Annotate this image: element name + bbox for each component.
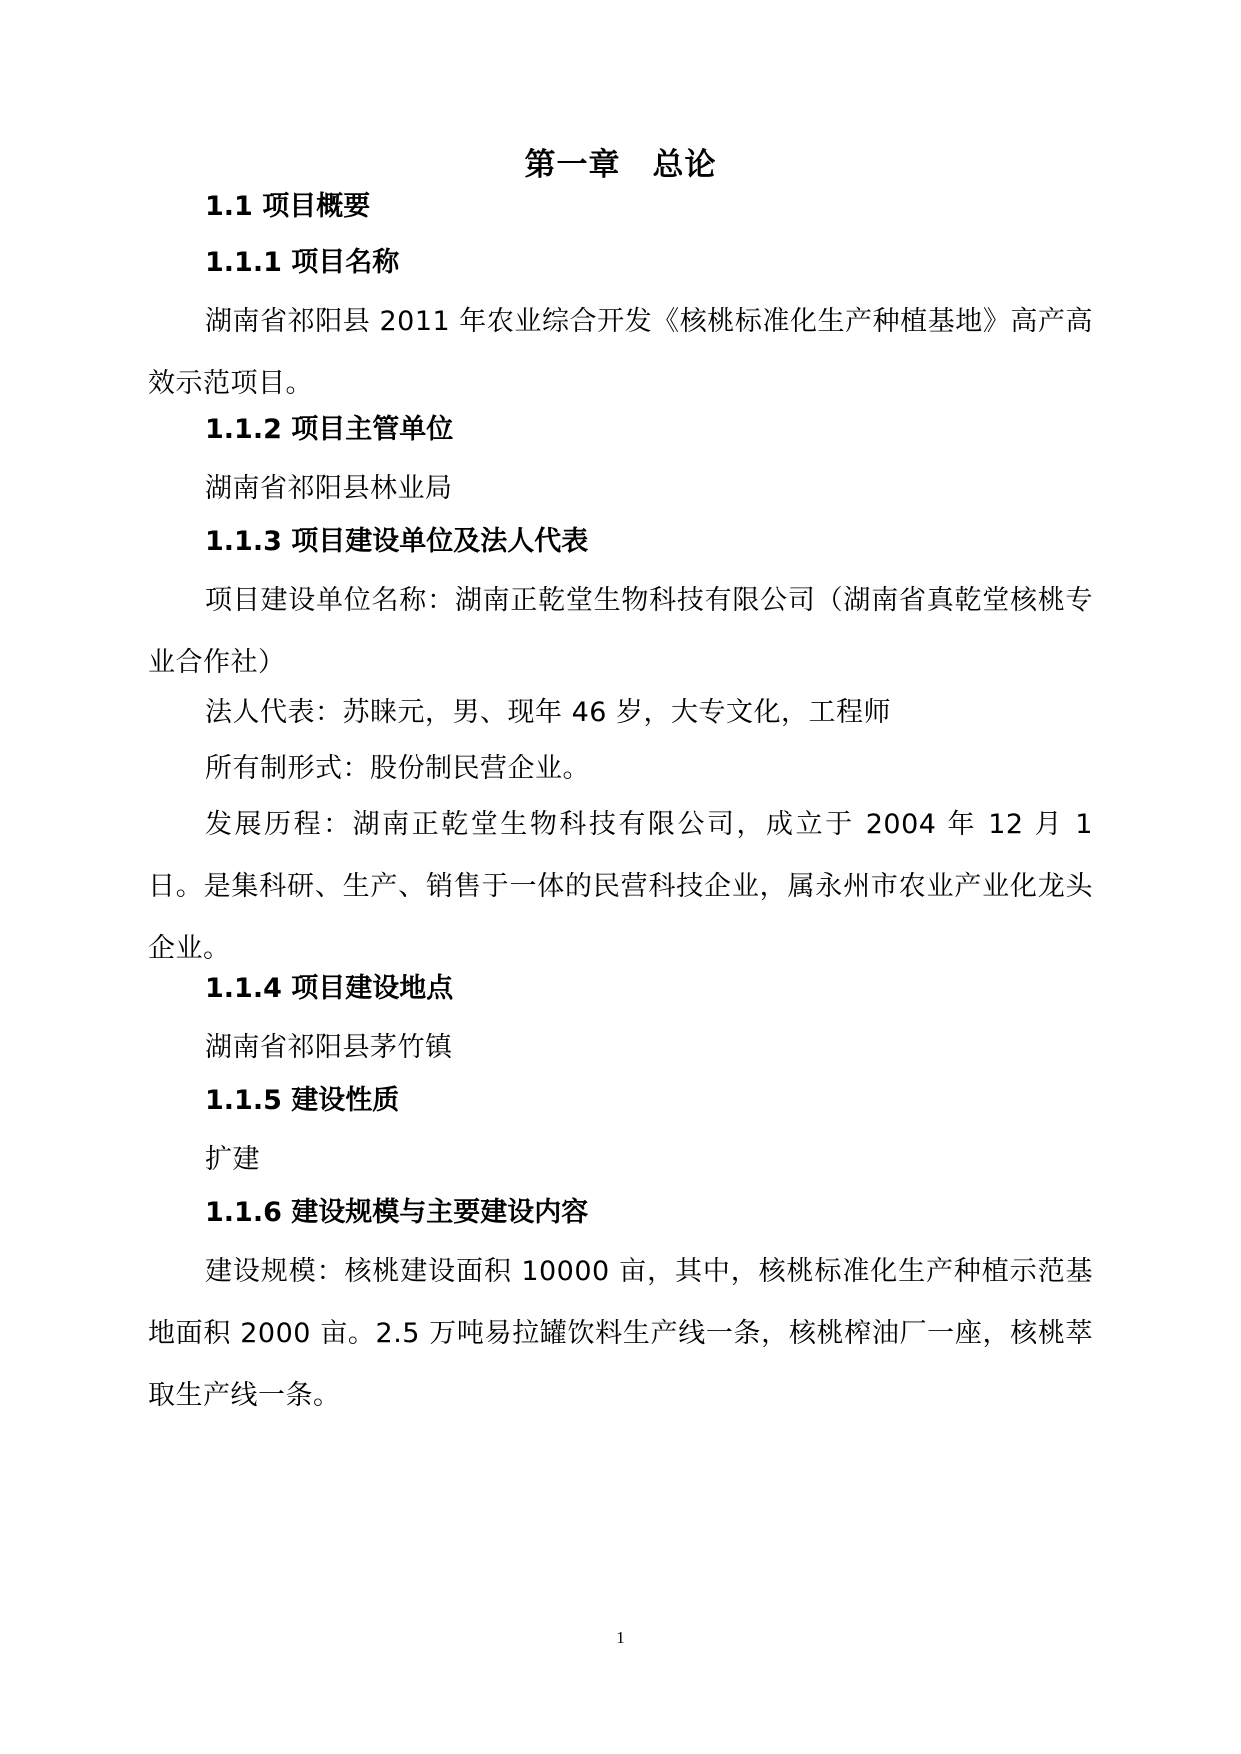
legal-representative-paragraph: 法人代表：苏睐元，男、现年 46 岁，大专文化，工程师 — [205, 697, 892, 728]
project-name-paragraph: 湖南省祁阳县 2011 年农业综合开发《核桃标准化生产种植基地》高产高效示范项目。 — [148, 306, 1093, 399]
ownership-paragraph: 所有制形式：股份制民营企业。 — [205, 753, 590, 784]
section-heading-1-1: 1.1 项目概要 — [205, 191, 371, 222]
page-number: 1 — [616, 1628, 625, 1647]
location-paragraph: 湖南省祁阳县茅竹镇 — [205, 1032, 453, 1063]
nature-paragraph: 扩建 — [205, 1144, 260, 1175]
section-heading-1-1-2: 1.1.2 项目主管单位 — [205, 414, 454, 445]
section-heading-1-1-1: 1.1.1 项目名称 — [205, 247, 400, 278]
section-heading-1-1-3: 1.1.3 项目建设单位及法人代表 — [205, 526, 589, 557]
chapter-title: 第一章 总论 — [524, 147, 717, 183]
history-paragraph: 发展历程：湖南正乾堂生物科技有限公司，成立于 2004 年 12 月 1 日。是集科研、生产、销售于一体的民营科技企业，属永州市农业产业化龙头企业。 — [148, 809, 1093, 964]
scale-paragraph: 建设规模：核桃建设面积 10000 亩，其中，核桃标准化生产种植示范基地面积 2000 亩。2.5 万吨易拉罐饮料生产线一条，核桃榨油厂一座，核桃萃取生产线一条。 — [148, 1256, 1093, 1411]
section-heading-1-1-5: 1.1.5 建设性质 — [205, 1085, 400, 1116]
construction-unit-paragraph: 项目建设单位名称：湖南正乾堂生物科技有限公司（湖南省真乾堂核桃专业合作社） — [148, 585, 1093, 678]
section-heading-1-1-6: 1.1.6 建设规模与主要建设内容 — [205, 1197, 589, 1228]
section-heading-1-1-4: 1.1.4 项目建设地点 — [205, 973, 454, 1004]
supervising-unit-paragraph: 湖南省祁阳县林业局 — [205, 473, 453, 504]
